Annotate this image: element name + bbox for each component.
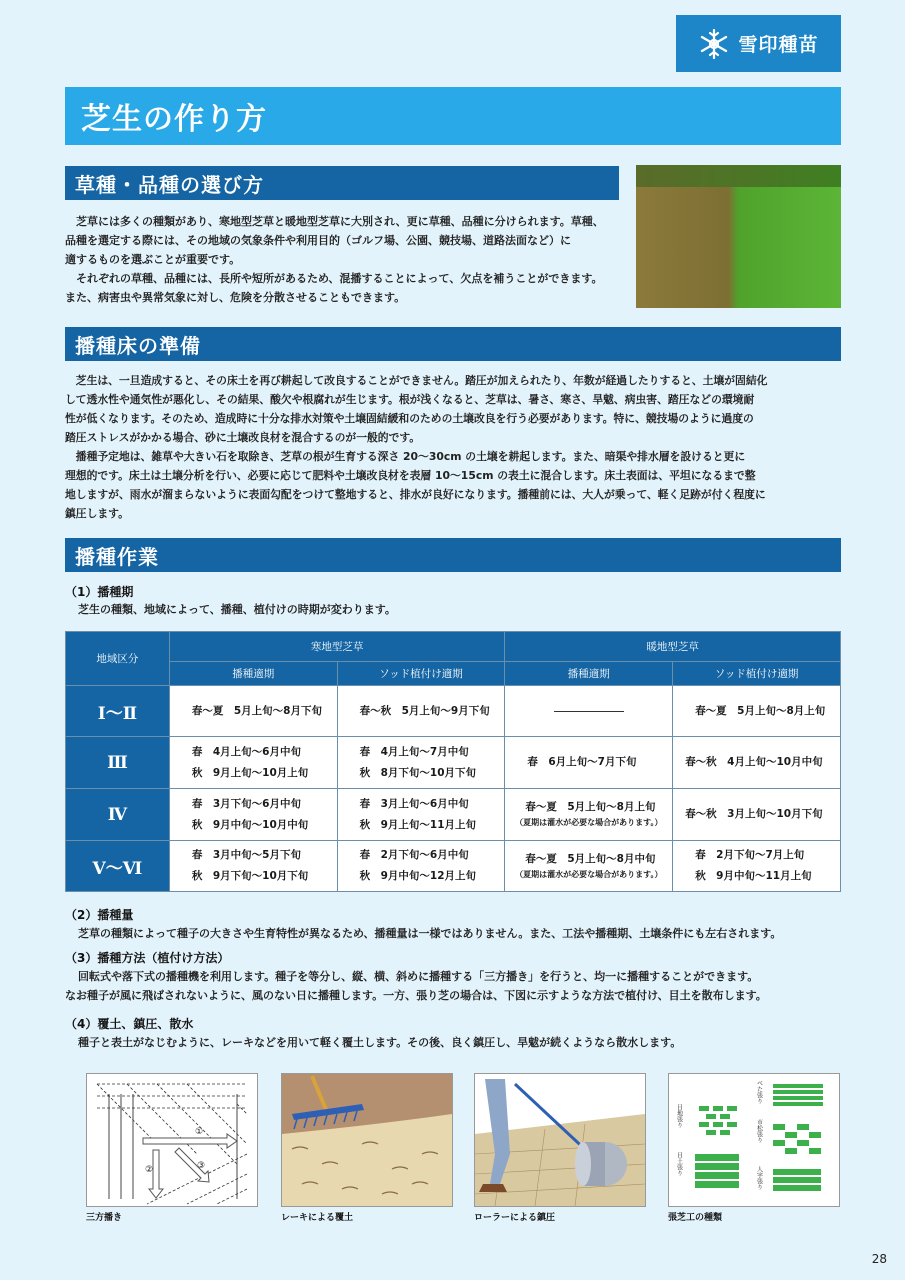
warm-seed-cell: 春～夏 5月上旬～8月中旬 （夏期は灌水が必要な場合があります。） xyxy=(505,841,673,892)
paragraph-line: それぞれの草種、品種には、長所や短所があるため、混播することによって、欠点を補うことができます。 xyxy=(76,272,603,285)
region-cell: Ⅲ xyxy=(66,737,170,789)
paragraph-line: 播種予定地は、雑草や大きい石を取除き、芝草の根が生育する深さ 20～30cm の土壌を耕起します。また、暗渠や排水層を設けると更に xyxy=(75,450,746,463)
subsection-text-cover: 種子と表土がなじむように、レーキなどを用いて軽く覆土します。その後、良く鎮圧し、旱魃が続くようなら散水します。 xyxy=(78,1036,682,1049)
table-header-sod: ソッド植付け適期 xyxy=(337,662,505,686)
cold-sod-cell: 春 3月上旬～6月中旬 秋 9月上旬～11月上旬 xyxy=(337,789,505,841)
paragraph-line: なお種子が風に飛ばされないように、風のない日に播種します。一方、張り芝の場合は、下図に示すような方法で植付け、目土を散布します。 xyxy=(65,989,767,1002)
cold-seed-cell: 春 4月上旬～6月中旬 秋 9月上旬～10月上旬 xyxy=(169,737,337,789)
subsection-text-method xyxy=(65,967,767,1005)
section-heading-seeding: 播種作業 xyxy=(65,538,841,572)
sod-types-figure xyxy=(668,1073,840,1207)
region-cell: Ⅳ xyxy=(66,789,170,841)
figure-caption: 張芝工の種類 xyxy=(668,1213,723,1223)
subsection-text-amount: 芝草の種類によって種子の大きさや生育特性が異なるため、播種量は一様ではありません。また、工法や播種期、土壌条件にも左右されます。 xyxy=(78,927,782,940)
arrow-label: ③ xyxy=(197,1161,206,1171)
figure-caption: レーキによる覆土 xyxy=(281,1213,354,1223)
paragraph-line: 品種を選定する際には、その地域の気象条件や利用目的（ゴルフ場、公園、競技場、道路法面など）に xyxy=(65,234,571,247)
sod-type-label: 目土張り xyxy=(675,1152,683,1176)
table-header-cold: 寒地型芝草 xyxy=(169,632,505,662)
table-header-seed: 播種適期 xyxy=(505,662,673,686)
table-header-warm: 暖地型芝草 xyxy=(505,632,841,662)
empty-dash xyxy=(554,711,624,712)
table-row xyxy=(66,737,841,789)
figure-caption: ローラーによる鎮圧 xyxy=(474,1213,556,1223)
brand-logo xyxy=(676,15,841,72)
snowflake-icon xyxy=(698,28,730,60)
page-number: 28 xyxy=(871,1252,887,1266)
table-row xyxy=(66,789,841,841)
figure-caption: 三方播き xyxy=(86,1213,123,1223)
section-text-seedbed xyxy=(65,371,845,523)
sod-type-label: 目地張り xyxy=(675,1104,683,1128)
table-header-region: 地域区分 xyxy=(66,632,170,686)
warm-sod-cell: 春～秋 3月上旬～10月下旬 xyxy=(673,789,841,841)
warm-seed-cell: 春 6月上旬～7月下旬 xyxy=(505,737,673,789)
section-text-variety xyxy=(65,212,625,307)
cold-seed-cell: 春 3月中旬～5月下旬 秋 9月下旬～10月下旬 xyxy=(169,841,337,892)
arrow-label: ② xyxy=(145,1165,154,1175)
paragraph-line: 理想的です。床土は土壌分析を行い、必要に応じて肥料や土壌改良材を表層 10～15cm の表土に混合します。床土表面は、平坦になるまで整 xyxy=(65,469,756,482)
cold-sod-cell: 春～秋 5月上旬～9月下旬 xyxy=(337,686,505,737)
paragraph-line: 踏圧ストレスがかかる場合、砂に土壌改良材を混合するのが一般的です。 xyxy=(65,431,421,444)
brand-name: 雪印種苗 xyxy=(738,34,819,56)
warm-seed-cell xyxy=(505,686,673,737)
warm-sod-cell: 春 2月下旬～7月上旬 秋 9月中旬～11月上旬 xyxy=(673,841,841,892)
subsection-title-method: （3）播種方法（植付け方法） xyxy=(65,951,230,965)
paragraph-line: 芝草には多くの種類があり、寒地型芝草と暖地型芝草に大別され、更に草種、品種に分けられます。草種、 xyxy=(76,215,604,228)
roller-press-figure xyxy=(474,1073,646,1207)
cold-sod-cell: 春 2月下旬～6月中旬 秋 9月中旬～12月上旬 xyxy=(337,841,505,892)
warm-sod-cell: 春～夏 5月上旬～8月上旬 xyxy=(673,686,841,737)
paragraph-line: また、病害虫や異常気象に対し、危険を分散させることもできます。 xyxy=(65,291,406,304)
table-header-sod: ソッド植付け適期 xyxy=(673,662,841,686)
subsection-title-cover: （4）覆土、鎮圧、散水 xyxy=(65,1017,194,1031)
table-header-seed: 播種適期 xyxy=(169,662,337,686)
paragraph-line: 適するものを選ぶことが重要です。 xyxy=(65,253,241,266)
cold-seed-cell: 春～夏 5月上旬～8月下旬 xyxy=(169,686,337,737)
sod-type-label: 人字張り xyxy=(755,1166,763,1190)
paragraph-line: 性が低くなります。そのため、造成時に十分な排水対策や土壌固結緩和のための土壌改良を行う必要があります。特に、競技場のように過度の xyxy=(65,412,754,425)
paragraph-line: 地しますが、雨水が溜まらないように表面勾配をつけて整地すると、排水が良好になります。播種前には、大人が乗って、軽く足跡が付く程度に xyxy=(65,488,766,501)
sod-type-label: べた張り xyxy=(755,1080,763,1104)
paragraph-line: して透水性や通気性が悪化し、その結果、酸欠や根腐れが生じます。根が浅くなると、芝草は、暑さ、寒さ、旱魃、病虫害、踏圧などの環境耐 xyxy=(65,393,755,406)
three-direction-sowing-figure xyxy=(86,1073,258,1207)
seeding-schedule-table xyxy=(65,631,841,892)
paragraph-line: 回転式や落下式の播種機を利用します。種子を等分し、縦、横、斜めに播種する「三方播き」を行うと、均一に播種することができます。 xyxy=(78,970,759,983)
page-title: 芝生の作り方 xyxy=(65,87,841,145)
subsection-title-period: （1）播種期 xyxy=(65,585,134,599)
cold-sod-cell: 春 4月上旬～7月中旬 秋 8月下旬～10月下旬 xyxy=(337,737,505,789)
table-row xyxy=(66,686,841,737)
subsection-title-amount: （2）播種量 xyxy=(65,908,134,922)
paragraph-line: 芝生は、一旦造成すると、その床土を再び耕起して改良することができません。踏圧が加えられたり、年数が経過したりすると、土壌が固結化 xyxy=(75,374,768,387)
paragraph-line: 鎮圧します。 xyxy=(65,507,129,520)
sod-type-label: 市松張り xyxy=(755,1119,763,1143)
turf-comparison-photo xyxy=(636,165,841,308)
section-heading-variety: 草種・品種の選び方 xyxy=(65,166,619,200)
region-cell: Ⅴ～Ⅵ xyxy=(66,841,170,892)
arrow-label: ① xyxy=(195,1127,204,1137)
warm-seed-cell: 春～夏 5月上旬～8月上旬 （夏期は灌水が必要な場合があります。） xyxy=(505,789,673,841)
table-row xyxy=(66,841,841,892)
section-heading-seedbed: 播種床の準備 xyxy=(65,327,841,361)
region-cell: Ⅰ～Ⅱ xyxy=(66,686,170,737)
warm-sod-cell: 春～秋 4月上旬～10月中旬 xyxy=(673,737,841,789)
subsection-text-period: 芝生の種類、地域によって、播種、植付けの時期が変わります。 xyxy=(78,603,396,616)
cold-seed-cell: 春 3月下旬～6月中旬 秋 9月中旬～10月中旬 xyxy=(169,789,337,841)
rake-cover-figure xyxy=(281,1073,453,1207)
